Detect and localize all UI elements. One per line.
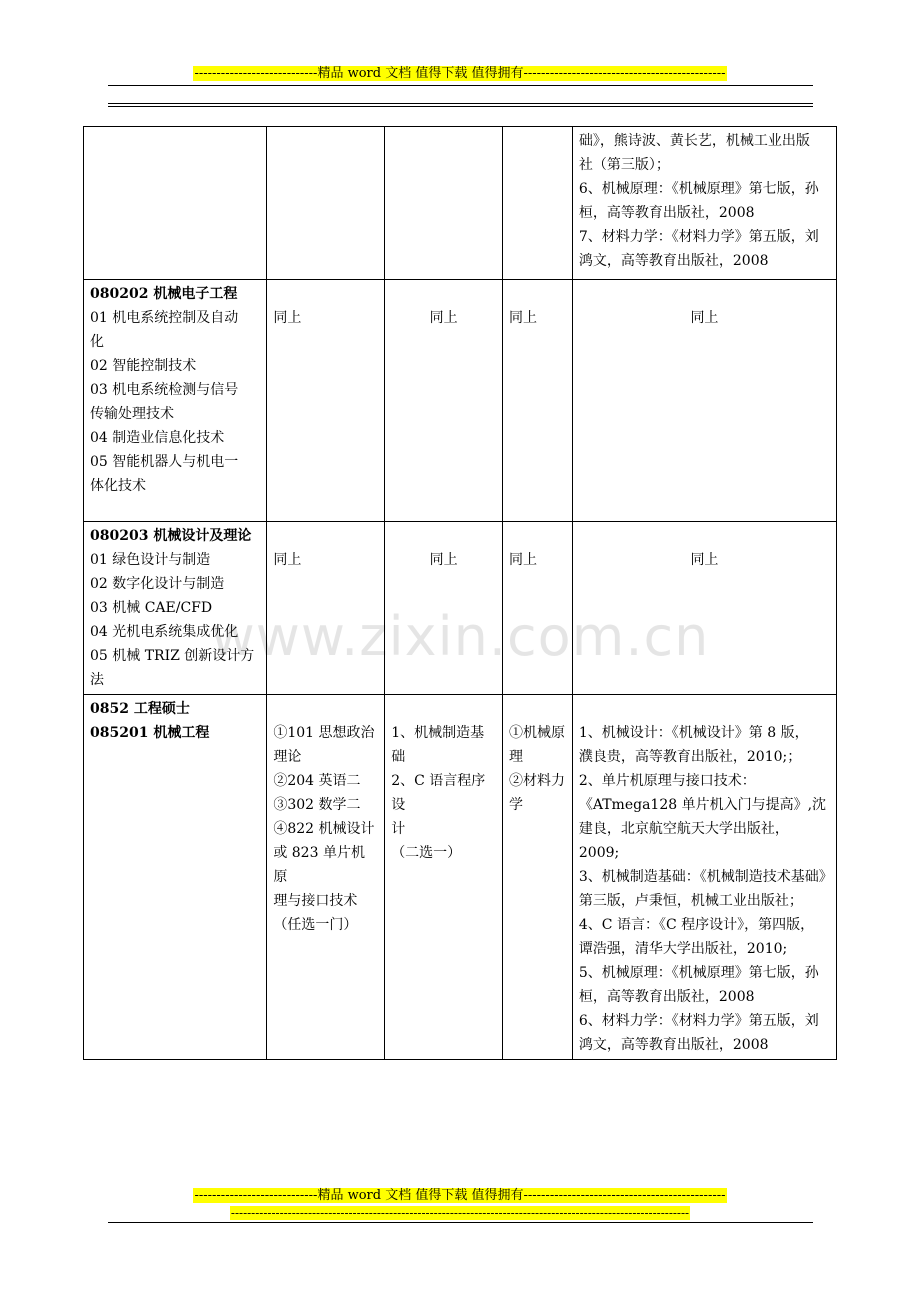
table-row (84, 522, 837, 695)
retest-line: 计 (391, 821, 406, 837)
major-cell (84, 522, 267, 695)
book-line: 4、C 语言：《C 程序设计》，第四版， (578, 917, 815, 933)
retest-cell (385, 522, 503, 695)
book-line: 濮良贵，高等教育出版社，2010;； (578, 749, 802, 765)
table-cell (267, 127, 385, 280)
footer-banner: ----------------------------精品 word 文档 值得下载 值得拥有---------------------------------------------- (194, 1188, 726, 1203)
direction-line: 体化技术 (90, 478, 146, 494)
major-code: 080202 机械电子工程 (90, 286, 238, 302)
book-line: 谭浩强，清华大学出版社，2010; (578, 941, 788, 957)
direction-line: 05 机械 TRIZ 创新设计方 (90, 648, 255, 664)
book-line: 建良，北京航空航天大学出版社， (578, 821, 789, 837)
table-row (84, 695, 837, 1060)
exam-line: ③302 数学二 (273, 797, 361, 813)
book-line: 《ATmega128 单片机入门与提高》,沈 (578, 797, 827, 813)
exam-line: （任选一门） (273, 917, 358, 933)
header-rule-bottom (108, 106, 813, 107)
book-line: 础》，熊诗波、黄长艺，机械工业出版 (578, 133, 810, 149)
same-as-above: 同上 (273, 552, 302, 568)
exam-line: ②204 英语二 (273, 773, 361, 789)
exam-cell (267, 522, 385, 695)
direction-line: 02 数字化设计与制造 (90, 576, 225, 592)
direction-line: 法 (90, 672, 104, 688)
same-as-above: 同上 (690, 552, 719, 568)
table-cell (84, 127, 267, 280)
major-cell (84, 695, 267, 1060)
direction-line: 04 光机电系统集成优化 (90, 624, 239, 640)
table-row (84, 127, 837, 280)
direction-line: 05 智能机器人与机电一 (90, 454, 239, 470)
exam-line: 理与接口技术 (273, 893, 358, 909)
book-line: 1、机械设计：《机械设计》第 8 版， (578, 725, 809, 741)
direction-line: 03 机械 CAE/CFD (90, 600, 213, 616)
equal-cell (503, 695, 573, 1060)
exam-line: ①101 思想政治 (273, 725, 375, 741)
book-line: 桓，高等教育出版社，2008 (578, 205, 755, 221)
same-as-above: 同上 (273, 310, 302, 326)
book-line: 2009; (578, 845, 620, 861)
book-line: 6、机械原理：《机械原理》第七版，孙 (578, 181, 819, 197)
direction-line: 传输处理技术 (90, 406, 174, 422)
degree-code: 0852 工程硕士 (90, 701, 190, 717)
same-as-above: 同上 (509, 552, 538, 568)
footer-dash-line: ----------------------------------------------------------------------------------------------------------------- (230, 1206, 690, 1220)
equal-line: ①机械原 (509, 725, 566, 741)
equal-line: 理 (509, 749, 524, 765)
direction-line: 01 绿色设计与制造 (90, 552, 211, 568)
table-cell (503, 127, 573, 280)
books-cell (572, 280, 836, 522)
same-as-above: 同上 (429, 552, 458, 568)
same-as-above: 同上 (429, 310, 458, 326)
header-banner: ----------------------------精品 word 文档 值得下载 值得拥有---------------------------------------------- (194, 66, 726, 81)
major-code: 085201 机械工程 (90, 725, 210, 741)
equal-line: ②材料力 (509, 773, 566, 789)
exam-line: ④822 机械设计 (273, 821, 375, 837)
exam-line: 或 823 单片机原 (273, 845, 365, 885)
books-cell (572, 127, 836, 280)
table-row (84, 280, 837, 522)
equal-cell (503, 280, 573, 522)
equal-cell (503, 522, 573, 695)
same-as-above: 同上 (509, 310, 538, 326)
book-line: 3、机械制造基础：《机械制造技术基础》 (578, 869, 833, 885)
book-line: 桓，高等教育出版社，2008 (578, 989, 755, 1005)
exam-cell (267, 280, 385, 522)
books-cell (572, 522, 836, 695)
header-rule-mid (108, 103, 813, 104)
direction-line: 03 机电系统检测与信号 (90, 382, 239, 398)
header-rule-top (108, 85, 813, 86)
retest-line: （二选一） (391, 845, 462, 861)
book-line: 鸿文，高等教育出版社，2008 (578, 253, 769, 269)
exam-cell (267, 695, 385, 1060)
footer-rule (108, 1222, 813, 1223)
exam-line: 理论 (273, 749, 302, 765)
enrollment-table (83, 126, 837, 1060)
retest-line: 2、C 语言程序设 (391, 773, 486, 813)
book-line: 社（第三版）； (578, 157, 670, 173)
direction-line: 化 (90, 334, 104, 350)
book-line: 7、材料力学：《材料力学》第五版，刘 (578, 229, 819, 245)
direction-line: 01 机电系统控制及自动 (90, 310, 239, 326)
retest-cell (385, 695, 503, 1060)
table-cell (385, 127, 503, 280)
book-line: 鸿文，高等教育出版社，2008 (578, 1037, 769, 1053)
major-code: 080203 机械设计及理论 (90, 528, 252, 544)
watermark-text: www.zixin.com.cn (210, 605, 710, 668)
book-line: 2、单片机原理与接口技术： (578, 773, 756, 789)
equal-line: 学 (509, 797, 524, 813)
book-line: 5、机械原理：《机械原理》第七版，孙 (578, 965, 819, 981)
books-cell (572, 695, 836, 1060)
book-line: 第三版，卢秉恒，机械工业出版社； (578, 893, 803, 909)
direction-line: 02 智能控制技术 (90, 358, 197, 374)
major-cell (84, 280, 267, 522)
retest-cell (385, 280, 503, 522)
same-as-above: 同上 (690, 310, 719, 326)
book-line: 6、材料力学：《材料力学》第五版，刘 (578, 1013, 819, 1029)
retest-line: 1、机械制造基础 (391, 725, 485, 765)
direction-line: 04 制造业信息化技术 (90, 430, 225, 446)
